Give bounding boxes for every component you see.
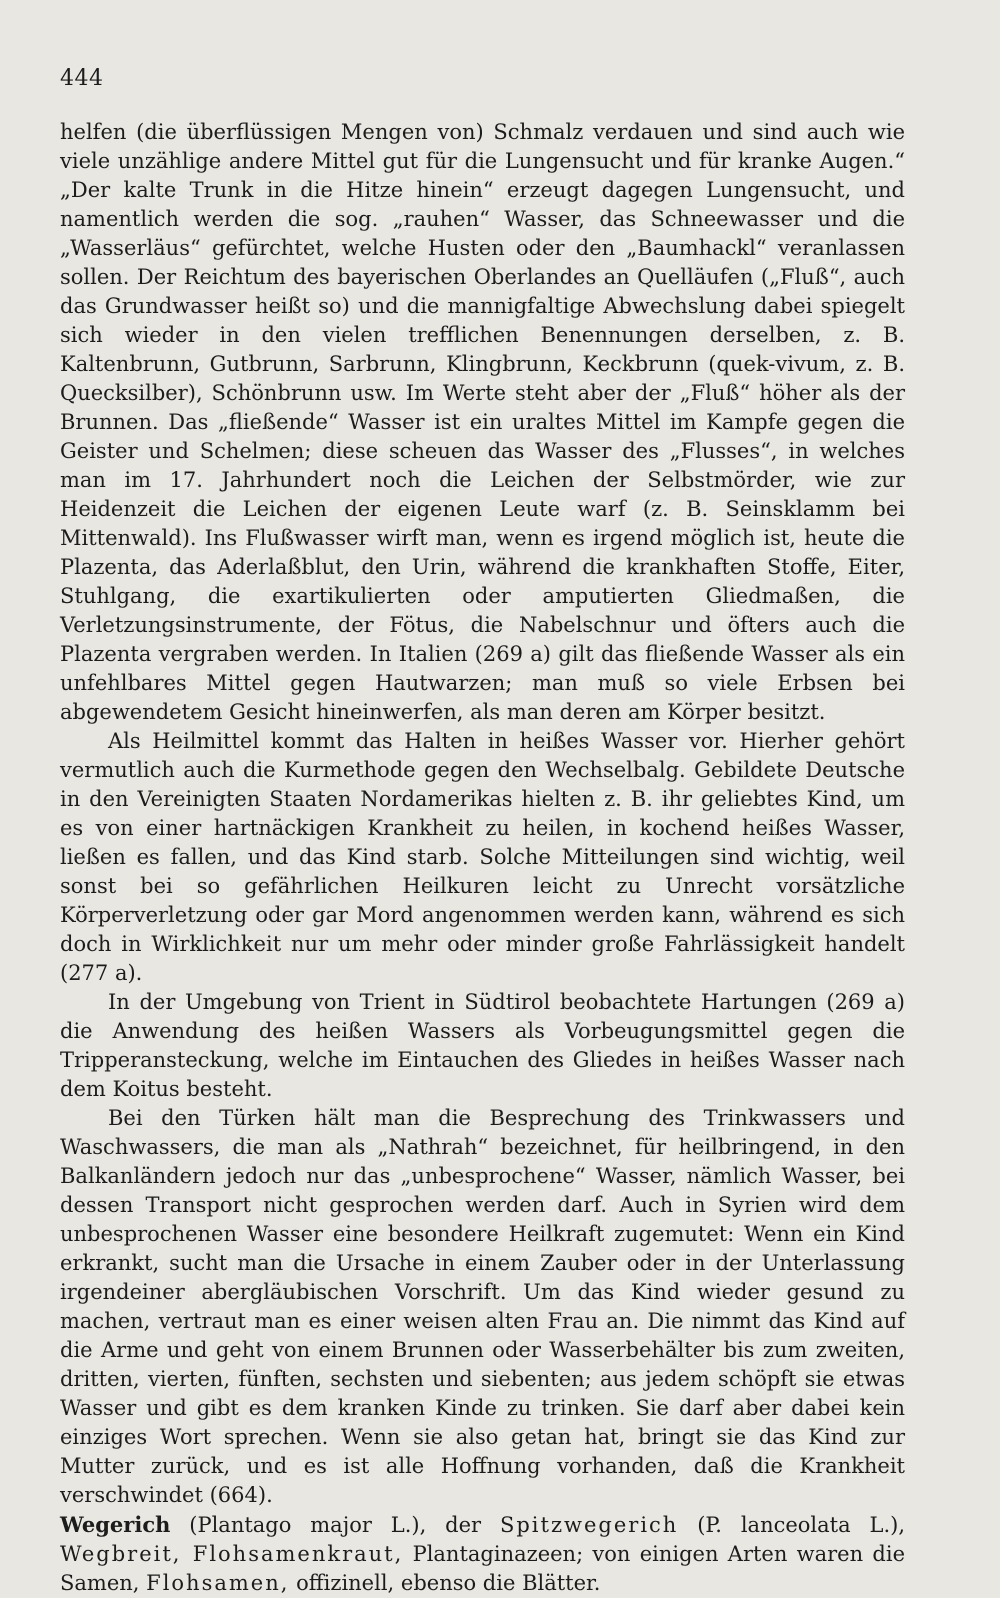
page-number: 444 <box>60 66 104 91</box>
entry-spaced-2: Wegbreit, Flohsamenkraut, <box>60 1542 404 1566</box>
entry-headword: Wegerich <box>60 1512 171 1537</box>
entry-text-4: offizinell, ebenso die Blätter. <box>289 1571 601 1595</box>
paragraph-2: Als Heilmittel kommt das Halten in heißes Wasser vor. Hierher gehört vermutlich auch die Kurmethode gegen den Wechselbalg. Gebildete Deutsche in den Vereinigten Staaten Nordamerikas hielten z. B. ihr geliebtes Kind, um es von einer hartnäckigen Krankheit zu heilen, in kochend heißes Wasser, ließen es fallen, und das Kind starb. Solche Mitteilungen sind wichtig, weil sonst bei so gefährlichen Heilkuren leicht zu Unrecht vorsätzliche Körperverletzung oder gar Mord angenommen werden kann, während es sich doch in Wirklichkeit nur um mehr oder minder große Fahrlässigkeit handelt (277 a). <box>60 729 905 985</box>
entry-spaced-3: Flohsamen, <box>146 1571 290 1595</box>
entry-text-2: (P. lanceolata L.), <box>678 1513 906 1537</box>
dictionary-entry <box>60 1510 905 1598</box>
entry-text-3: Plantaginazeen; von einigen Arten waren die Samen, <box>60 1542 905 1595</box>
entry-text-1: (Plantago major L.), der <box>170 1513 500 1537</box>
entry-spaced-1: Spitzwegerich <box>499 1513 679 1537</box>
body-text <box>60 118 905 1598</box>
paragraph-1: helfen (die überflüssigen Mengen von) Schmalz verdauen und sind auch wie viele unzählige andere Mittel gut für die Lungensucht und für kranke Augen.“ „Der kalte Trunk in die Hitze hinein“ erzeugt dagegen Lungensucht, und namentlich werden die sog. „rauhen“ Wasser, das Schneewasser und die „Wasserläus“ gefürchtet, welche Husten oder den „Baumhackl“ veranlassen sollen. Der Reichtum des bayerischen Oberlandes an Quelläufen („Fluß“, auch das Grundwasser heißt so) und die mannigfaltige Abwechslung dabei spiegelt sich wieder in den vielen trefflichen Benennungen derselben, z. B. Kaltenbrunn, Gutbrunn, Sarbrunn, Klingbrunn, Keckbrunn (quek-vivum, z. B. Quecksilber), Schönbrunn usw. Im Werte steht aber der „Fluß“ höher als der Brunnen. Das „fließende“ Wasser ist ein uraltes Mittel im Kampfe gegen die Geister und Schelmen; diese scheuen das Wasser des „Flusses“, in welches man im 17. Jahrhundert noch die Leichen der Selbstmörder, wie zur Heidenzeit die Leichen der eigenen Leute warf (z. B. Seinsklamm bei Mittenwald). Ins Flußwasser wirft man, wenn es irgend möglich ist, heute die Plazenta, das Aderlaßblut, den Urin, während die krankhaften Stoffe, Eiter, Stuhlgang, die exartikulierten oder amputierten Gliedmaßen, die Verletzungsinstrumente, der Fötus, die Nabelschnur und öfters auch die Plazenta vergraben werden. In Italien (269 a) gilt das fließende Wasser als ein unfehlbares Mittel gegen Hautwarzen; man muß so viele Erbsen bei abgewendetem Gesicht hineinwerfen, als man deren am Körper besitzt. <box>60 120 905 724</box>
paragraph-3: In der Umgebung von Trient in Südtirol beobachtete Hartungen (269 a) die Anwendung des heißen Wassers als Vorbeugungsmittel gegen die Tripperansteckung, welche im Eintauchen des Gliedes in heißes Wasser nach dem Koitus besteht. <box>60 990 905 1101</box>
paragraph-4: Bei den Türken hält man die Besprechung des Trinkwassers und Waschwassers, die man als „Nathrah“ bezeichnet, für heilbringend, in den Balkanländern jedoch nur das „unbesprochene“ Wasser, nämlich Wasser, bei dessen Transport nicht gesprochen werden darf. Auch in Syrien wird dem unbesprochenen Wasser eine besondere Heilkraft zugemutet: Wenn ein Kind erkrankt, sucht man die Ursache in einem Zauber oder in der Unterlassung irgendeiner abergläubischen Vorschrift. Um das Kind wieder gesund zu machen, vertraut man es einer weisen alten Frau an. Die nimmt das Kind auf die Arme und geht von einem Brunnen oder Wasserbehälter bis zum zweiten, dritten, vierten, fünften, sechsten und siebenten; aus jedem schöpft sie etwas Wasser und gibt es dem kranken Kinde zu trinken. Sie darf aber dabei kein einziges Wort sprechen. Wenn sie also getan hat, bringt sie das Kind zur Mutter zurück, und es ist alle Hoffnung vorhanden, daß die Krankheit verschwindet (664). <box>60 1106 905 1507</box>
